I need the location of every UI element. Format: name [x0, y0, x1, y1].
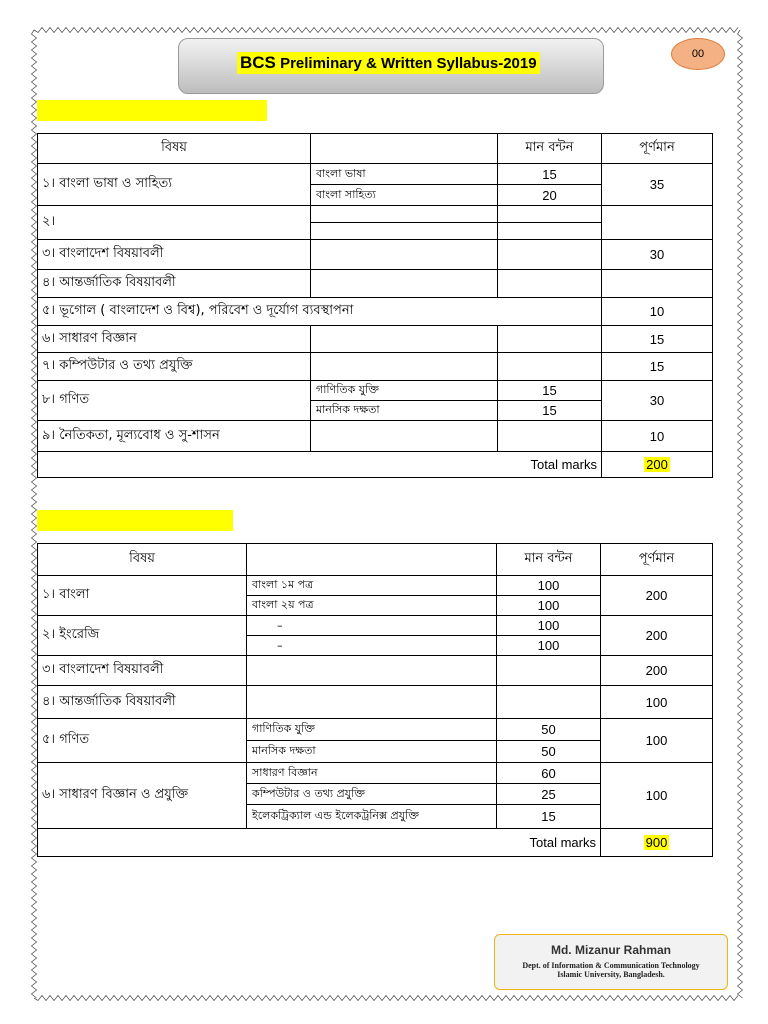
- full-marks-cell: 200: [601, 656, 713, 686]
- sub-subject-cell: মানসিক দক্ষতা: [247, 741, 497, 763]
- sub-subject-cell: গাণিতিক যুক্তি: [311, 381, 498, 401]
- full-marks-cell: 30: [602, 240, 713, 270]
- subject-cell: ৫। ভূগোল ( বাংলাদেশ ও বিশ্ব), পরিবেশ ও দূর্যোগ ব্যবস্থাপনা: [38, 298, 602, 326]
- title-banner: [178, 38, 604, 94]
- sub-marks-cell: 25: [497, 784, 601, 805]
- preliminary-table: [37, 133, 713, 478]
- subject-cell: ২।: [38, 206, 311, 240]
- empty-cell: [311, 326, 498, 353]
- full-marks-cell: 10: [602, 421, 713, 452]
- full-marks-cell: 200: [601, 616, 713, 656]
- sub-subject-cell: সাধারণ বিজ্ঞান: [247, 763, 497, 784]
- sub-marks-cell: 100: [497, 636, 601, 656]
- sub-subject-cell: বাংলা ২য় পত্র: [247, 596, 497, 616]
- subject-cell: ৩। বাংলাদেশ বিষয়াবলী: [38, 240, 311, 270]
- header-blank: [247, 544, 497, 576]
- sub-subject-cell: কম্পিউটার ও তথ্য প্রযুক্তি: [247, 784, 497, 805]
- subject-cell: ৪। আন্তর্জাতিক বিষয়াবলী: [38, 270, 311, 298]
- empty-cell: [311, 270, 498, 298]
- empty-cell: [311, 421, 498, 452]
- empty-cell: [498, 240, 602, 270]
- sub-subject-cell: মানসিক দক্ষতা: [311, 401, 498, 421]
- sub-subject-cell: ইলেকট্রিক্যাল এন্ড ইলেকট্রনিক্স প্রযুক্তি: [247, 805, 497, 829]
- header-distribution: মান বন্টন: [497, 544, 601, 576]
- full-marks-cell: 35: [602, 164, 713, 206]
- subject-cell: ১। বাংলা: [38, 576, 247, 616]
- author-signature-box: [494, 934, 728, 990]
- full-marks-cell: 200: [601, 576, 713, 616]
- subject-cell: ৬। সাধারণ বিজ্ঞান ও প্রযুক্তি: [38, 763, 247, 829]
- sub-subject-cell: বাংলা ১ম পত্র: [247, 576, 497, 596]
- sub-marks-cell: 100: [497, 576, 601, 596]
- sub-marks-cell: [498, 223, 602, 240]
- sub-subject-cell: [311, 206, 498, 223]
- sub-marks-cell: 15: [497, 805, 601, 829]
- full-marks-cell: 100: [601, 763, 713, 829]
- sub-marks-cell: 60: [497, 763, 601, 784]
- subject-cell: ২। ইংরেজি: [38, 616, 247, 656]
- empty-cell: [247, 686, 497, 719]
- sub-marks-cell: 20: [498, 185, 602, 206]
- sub-marks-cell: 50: [497, 741, 601, 763]
- sub-marks-cell: 100: [497, 596, 601, 616]
- empty-cell: [498, 421, 602, 452]
- sub-marks-cell: 15: [498, 381, 602, 401]
- sub-marks-cell: [498, 206, 602, 223]
- full-marks-cell: 100: [601, 719, 713, 763]
- total-marks-value: [601, 829, 713, 857]
- sub-subject-cell: –: [247, 616, 497, 636]
- sub-subject-cell: বাংলা ভাষা: [311, 164, 498, 185]
- subject-cell: ৩। বাংলাদেশ বিষয়াবলী: [38, 656, 247, 686]
- sub-subject-cell: [311, 223, 498, 240]
- page-number-badge: 00: [671, 38, 725, 70]
- sub-marks-cell: 50: [497, 719, 601, 741]
- total-marks-number: 200: [646, 457, 668, 472]
- subject-cell: ১। বাংলা ভাষা ও সাহিত্য: [38, 164, 311, 206]
- header-distribution: মান বন্টন: [498, 134, 602, 164]
- header-full-marks: পূর্ণমান: [602, 134, 713, 164]
- empty-cell: [498, 353, 602, 381]
- written-heading-highlight: [37, 510, 233, 531]
- sub-marks-cell: 15: [498, 401, 602, 421]
- full-marks-cell: 15: [602, 353, 713, 381]
- total-marks-number: 900: [645, 835, 668, 850]
- full-marks-cell: [602, 206, 713, 240]
- page-title: BCS Preliminary & Written Syllabus-2019: [237, 52, 540, 74]
- preliminary-heading-highlight: [37, 100, 267, 121]
- sub-subject-cell: গাণিতিক যুক্তি: [247, 719, 497, 741]
- empty-cell: [497, 656, 601, 686]
- total-marks-value: [602, 452, 713, 478]
- subject-cell: ৬। সাধারণ বিজ্ঞান: [38, 326, 311, 353]
- full-marks-cell: 30: [602, 381, 713, 421]
- empty-cell: [498, 270, 602, 298]
- empty-cell: [498, 326, 602, 353]
- empty-cell: [311, 353, 498, 381]
- header-blank: [311, 134, 498, 164]
- author-name: Md. Mizanur Rahman: [550, 943, 671, 957]
- subject-cell: ৯। নৈতিকতা, মূল্যবোধ ও সু-শাসন: [38, 421, 311, 452]
- total-marks-label: Total marks: [38, 829, 601, 857]
- sub-subject-cell: –: [247, 636, 497, 656]
- empty-cell: [311, 240, 498, 270]
- sub-subject-cell: বাংলা সাহিত্য: [311, 185, 498, 206]
- subject-cell: ৭। কম্পিউটার ও তথ্য প্রযুক্তি: [38, 353, 311, 381]
- header-full-marks: পূর্ণমান: [601, 544, 713, 576]
- subject-cell: ৮। গণিত: [38, 381, 311, 421]
- written-table: [37, 543, 713, 857]
- sub-marks-cell: 15: [498, 164, 602, 185]
- empty-cell: [497, 686, 601, 719]
- header-subject: বিষয়: [38, 544, 247, 576]
- header-subject: বিষয়: [38, 134, 311, 164]
- subject-cell: ৫। গণিত: [38, 719, 247, 763]
- empty-cell: [247, 656, 497, 686]
- author-department: Dept. of Information & Communication Technology: [522, 961, 700, 970]
- full-marks-cell: 10: [602, 298, 713, 326]
- full-marks-cell: [602, 270, 713, 298]
- full-marks-cell: 15: [602, 326, 713, 353]
- author-university: Islamic University, Bangladesh.: [557, 970, 665, 979]
- subject-cell: ৪। আন্তর্জাতিক বিষয়াবলী: [38, 686, 247, 719]
- sub-marks-cell: 100: [497, 616, 601, 636]
- total-marks-label: Total marks: [38, 452, 602, 478]
- full-marks-cell: 100: [601, 686, 713, 719]
